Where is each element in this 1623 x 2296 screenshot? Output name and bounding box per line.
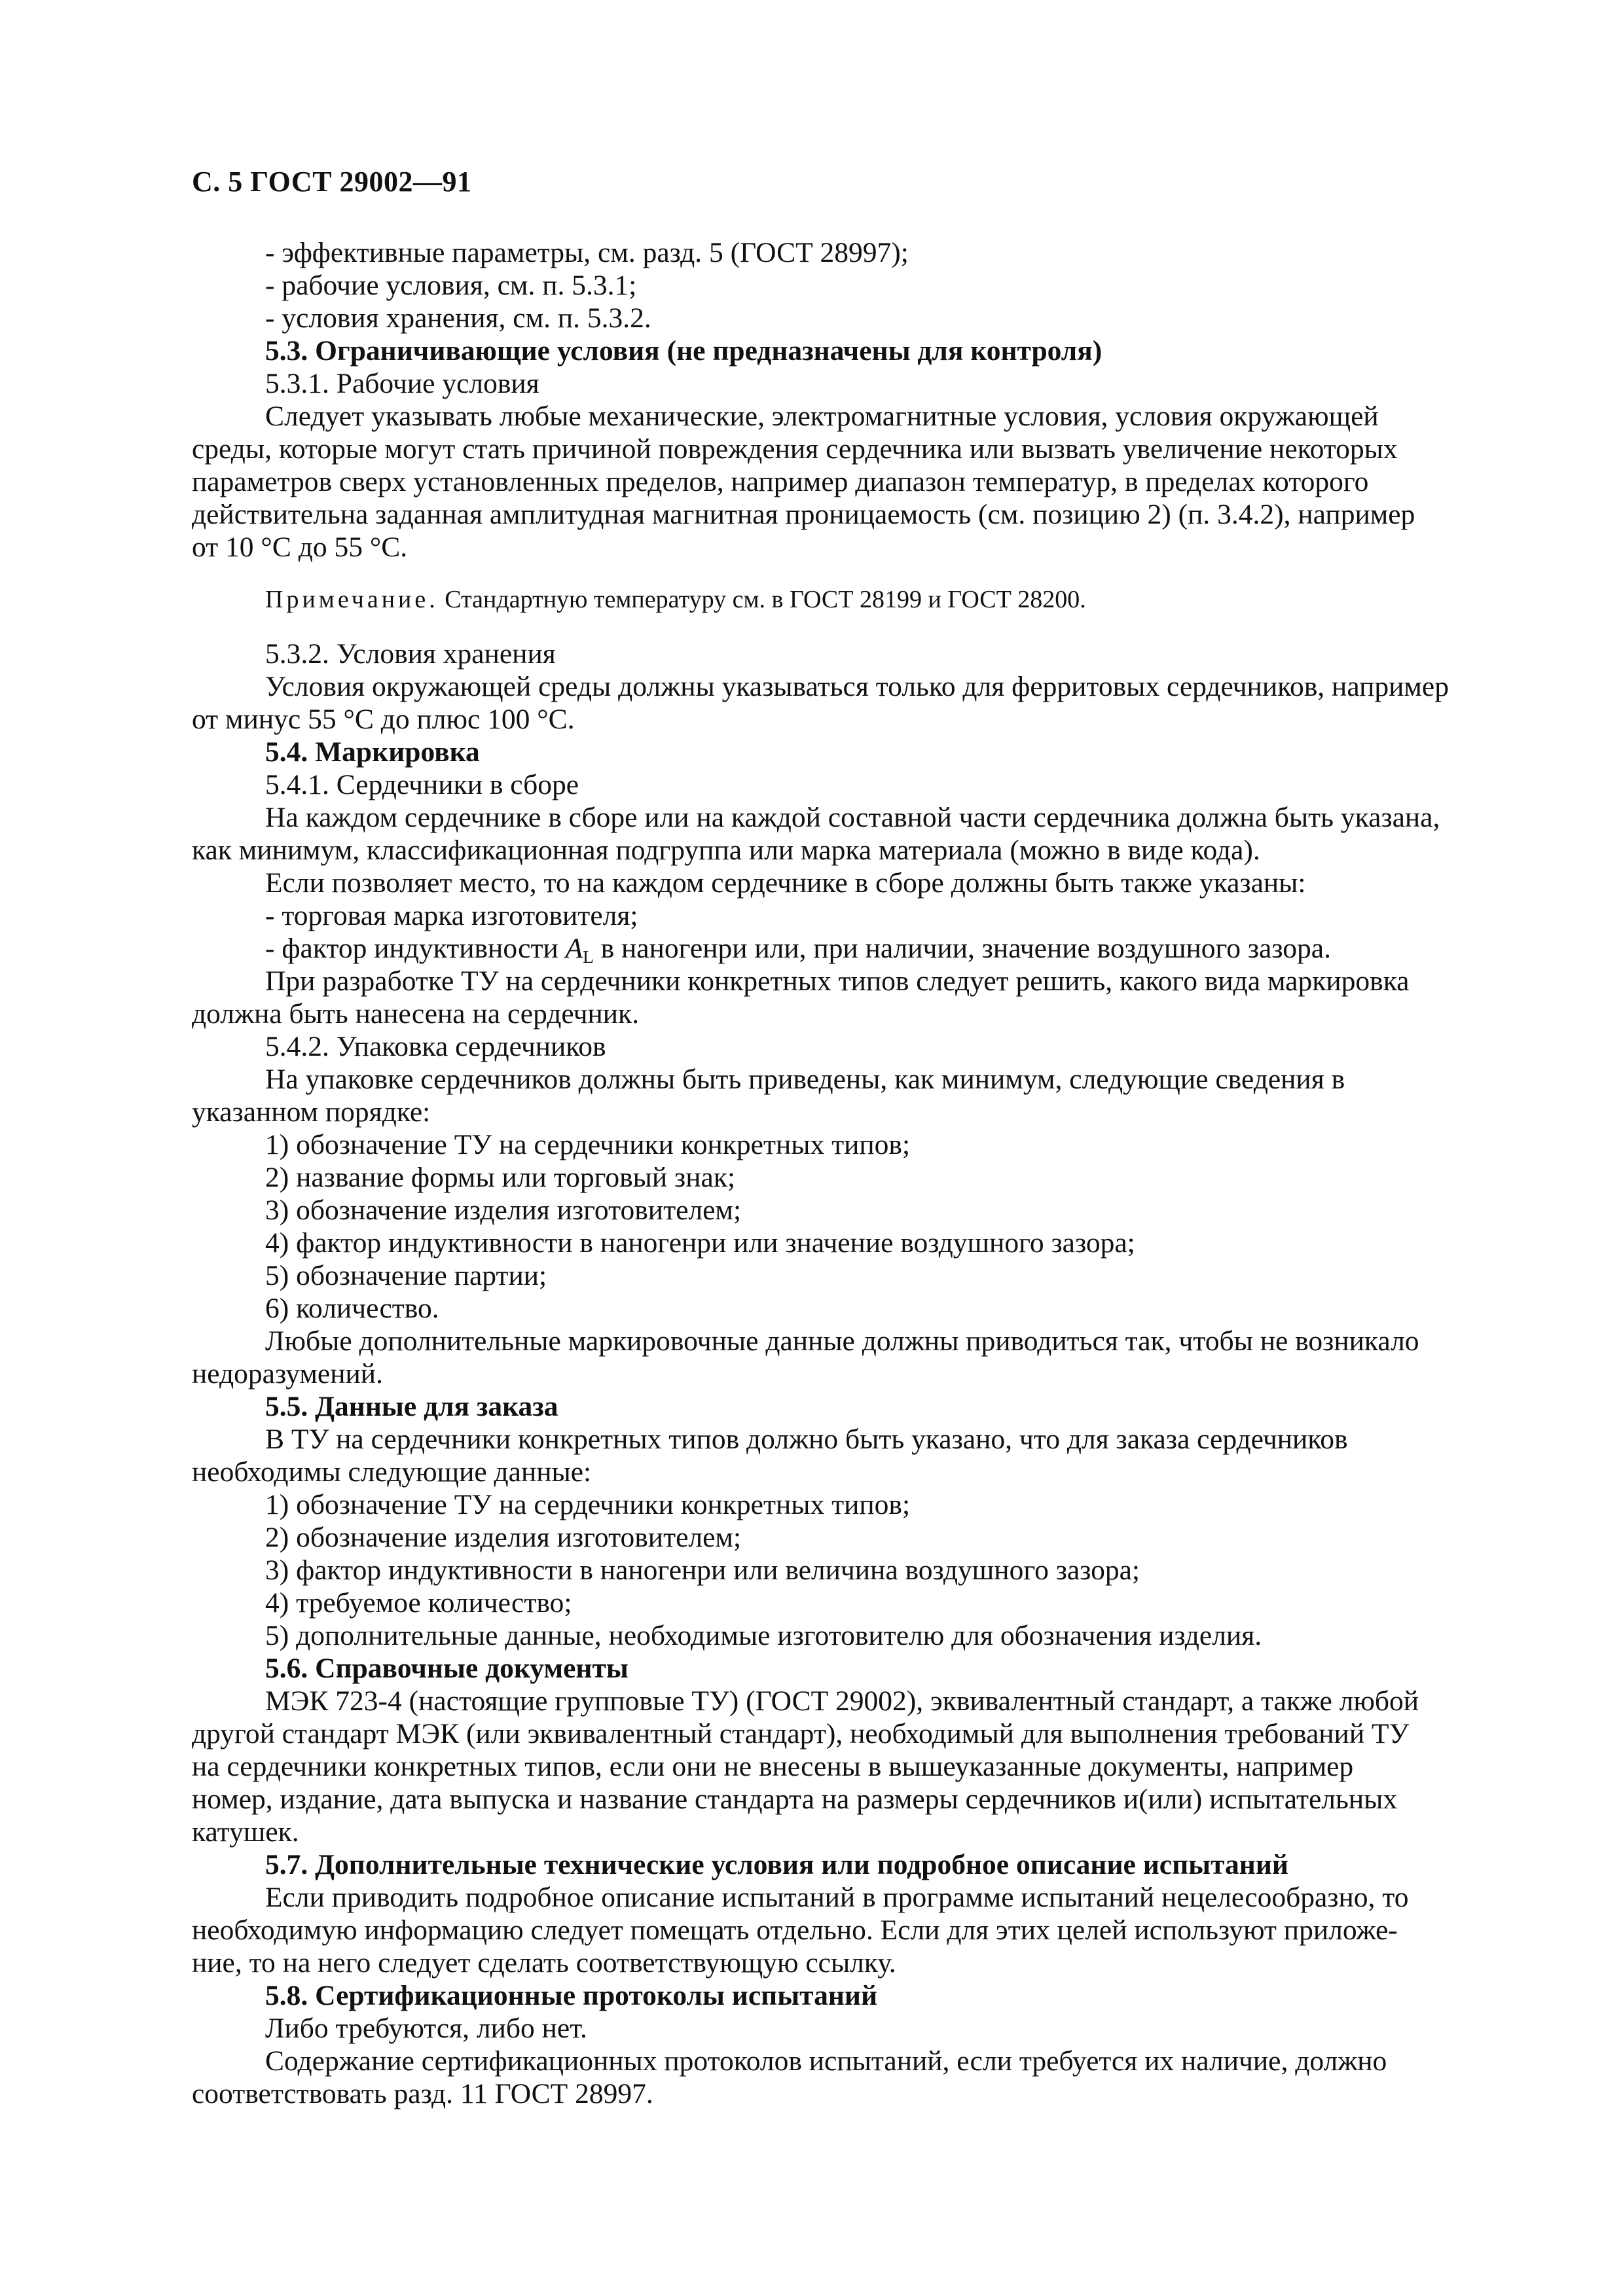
text-line: Содержание сертификационных протоколов испытаний, если требуется их наличие, должно — [265, 2045, 1387, 2077]
list-item: 6) количество. — [265, 1293, 439, 1324]
list-item: 2) название формы или торговый знак; — [265, 1162, 736, 1193]
text-line: катушек. — [192, 1816, 299, 1848]
text-line: ние, то на него следует сделать соответствующую ссылку. — [192, 1947, 896, 1979]
text-line: Если приводить подробное описание испытаний в программе испытаний нецелесообразно, то — [265, 1882, 1409, 1913]
subsection-heading-5-4-1: 5.4.1. Сердечники в сборе — [265, 769, 579, 800]
text-line: В ТУ на сердечники конкретных типов должно быть указано, что для заказа сердечников — [265, 1424, 1348, 1455]
paragraph-5-3-1 — [192, 400, 1488, 564]
text-line: действительна заданная амплитудная магнитная проницаемость (см. позицию 2) (п. 3.4.2), например — [192, 499, 1415, 530]
text-line: При разработке ТУ на сердечники конкретных типов следует решить, какого вида маркировка — [265, 965, 1410, 997]
text-line: параметров сверх установленных пределов, например диапазон температур, в пределах которого — [192, 466, 1369, 497]
text-line: МЭК 723-4 (настоящие групповые ТУ) (ГОСТ 29002), эквивалентный стандарт, а также любой — [265, 1685, 1419, 1717]
subsection-heading-5-3-1: 5.3.1. Рабочие условия — [265, 368, 539, 399]
note — [192, 583, 1488, 616]
list-item: 5) обозначение партии; — [265, 1260, 547, 1291]
section-heading-5-8: 5.8. Сертификационные протоколы испытаний — [265, 1980, 878, 2011]
text-line: номер, издание, дата выпуска и название стандарта на размеры сердечников и(или) испытательных — [192, 1784, 1398, 1815]
list-item: 4) фактор индуктивности в наногенри или значение воздушного зазора; — [265, 1227, 1135, 1259]
section-heading-5-3: 5.3. Ограничивающие условия (не предназначены для контроля) — [265, 335, 1103, 367]
text-line: Условия окружающей среды должны указываться только для ферритовых сердечников, например — [265, 671, 1449, 702]
list-item: - рабочие условия, см. п. 5.3.1; — [265, 270, 637, 301]
text-line: от минус 55 °С до плюс 100 °С. — [192, 704, 575, 735]
inductance-symbol: A — [565, 933, 583, 964]
section-heading-5-6: 5.6. Справочные документы — [265, 1653, 629, 1684]
text-line: Следует указывать любые механические, электромагнитные условия, условия окружающей — [265, 401, 1379, 432]
section-heading-5-7: 5.7. Дополнительные технические условия или подробное описание испытаний — [265, 1849, 1288, 1880]
list-item: 2) обозначение изделия изготовителем; — [265, 1522, 742, 1553]
inductance-subscript: L — [583, 947, 594, 967]
text-line: Любые дополнительные маркировочные данные должны приводиться так, чтобы не возникало — [265, 1325, 1419, 1357]
text-line: На каждом сердечнике в сборе или на каждой составной части сердечника должна быть указана, — [265, 802, 1440, 833]
text-line: среды, которые могут стать причиной повреждения сердечника или вызвать увеличение некоторых — [192, 433, 1398, 465]
list-item: 1) обозначение ТУ на сердечники конкретных типов; — [265, 1489, 911, 1520]
text-line: на сердечники конкретных типов, если они не внесены в вышеуказанные документы, например — [192, 1751, 1354, 1782]
text-line: необходимую информацию следует помещать отдельно. Если для этих целей используют приложе- — [192, 1914, 1398, 1946]
list-item: - торговая марка изготовителя; — [265, 900, 638, 931]
section-heading-5-4: 5.4. Маркировка — [265, 736, 480, 768]
text-line: другой стандарт МЭК (или эквивалентный стандарт), необходимый для выполнения требований ТУ — [192, 1718, 1410, 1749]
list-item: 5) дополнительные данные, необходимые изготовителю для обозначения изделия. — [265, 1620, 1262, 1651]
text-line: соответствовать разд. 11 ГОСТ 28997. — [192, 2078, 653, 2109]
text-line: Если позволяет место, то на каждом сердечнике в сборе должны быть также указаны: — [265, 867, 1306, 899]
note-text: Стандартную температуру см. в ГОСТ 28199 и ГОСТ 28200. — [438, 586, 1086, 613]
list-item: 3) обозначение изделия изготовителем; — [265, 1194, 742, 1226]
list-item: 4) требуемое количество; — [265, 1587, 572, 1619]
text-line: Либо требуются, либо нет. — [265, 2013, 587, 2044]
document-body — [192, 236, 1488, 2110]
text-line: от 10 °С до 55 °С. — [192, 531, 408, 563]
list-item: - условия хранения, см. п. 5.3.2. — [265, 302, 651, 334]
text-line: должна быть нанесена на сердечник. — [192, 998, 640, 1030]
text-line: указанном порядке: — [192, 1096, 431, 1128]
list-item: 1) обозначение ТУ на сердечники конкретных типов; — [265, 1129, 911, 1160]
list-item: - эффективные параметры, см. разд. 5 (ГОСТ 28997); — [265, 237, 909, 268]
list-item: 3) фактор индуктивности в наногенри или величина воздушного зазора; — [265, 1554, 1140, 1586]
text-fragment: - фактор индуктивности — [265, 933, 566, 964]
text-fragment: в наногенри или, при наличии, значение воздушного зазора. — [593, 933, 1331, 964]
subsection-heading-5-4-2: 5.4.2. Упаковка сердечников — [265, 1031, 606, 1062]
text-line: недоразумений. — [192, 1358, 383, 1390]
text-line: На упаковке сердечников должны быть приведены, как минимум, следующие сведения в — [265, 1064, 1345, 1095]
list-item — [192, 932, 1488, 965]
text-line: как минимум, классификационная подгруппа или марка материала (можно в виде кода). — [192, 834, 1260, 866]
note-label: Примечание. — [265, 586, 439, 613]
section-heading-5-5: 5.5. Данные для заказа — [265, 1391, 558, 1422]
page-header: С. 5 ГОСТ 29002—91 — [192, 166, 472, 198]
subsection-heading-5-3-2: 5.3.2. Условия хранения — [265, 638, 556, 670]
text-line: необходимы следующие данные: — [192, 1456, 592, 1488]
